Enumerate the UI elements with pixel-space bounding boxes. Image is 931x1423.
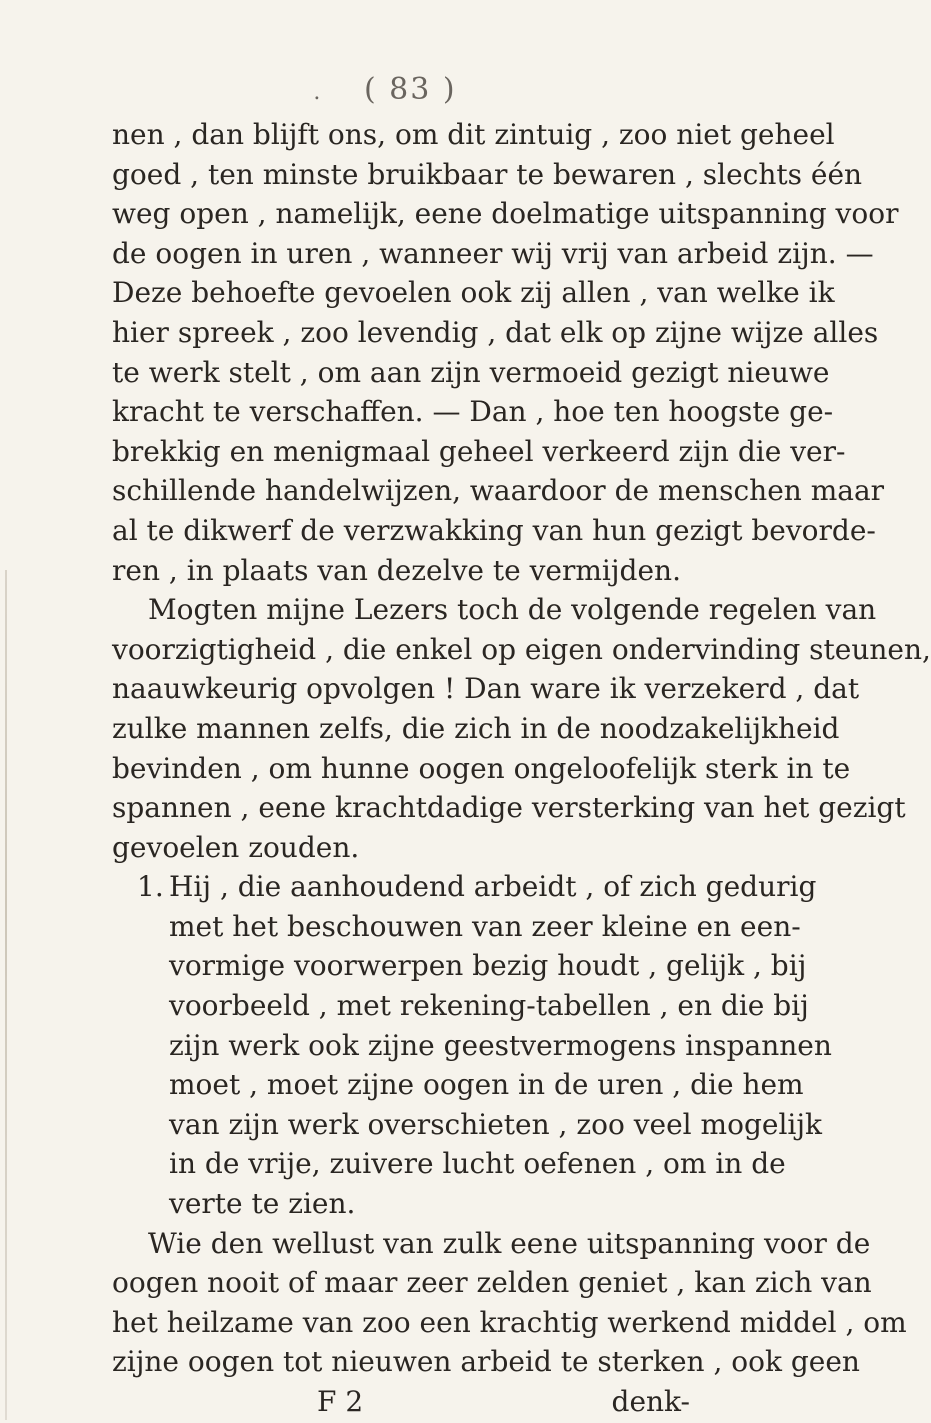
text-line: bevinden , om hunne oogen ongeloofelijk sterk in te [112, 751, 851, 785]
body-text [112, 115, 931, 1422]
text-line: Deze behoefte gevoelen ook zij allen , van welke ik [112, 276, 835, 310]
list-item-line: in de vrije, zuivere lucht oefenen , om in de [169, 1147, 786, 1181]
text-line: weg open , namelijk, eene doelmatige uitspanning voor [112, 197, 899, 231]
text-line: gevoelen zouden. [112, 830, 360, 864]
catchword: denk- [611, 1385, 690, 1418]
page-number: ( 83 ) [363, 72, 457, 107]
list-text: Hij , die aanhoudend arbeidt , of zich gedurig [169, 870, 817, 904]
signature-mark: F 2 [317, 1385, 364, 1418]
list-item-line: zijn werk ook zijne geestvermogens inspannen [169, 1028, 832, 1062]
text-line: ren , in plaats van dezelve te vermijden. [112, 553, 681, 587]
page-edge-shadow [5, 570, 7, 1420]
text-line: de oogen in uren , wanneer wij vrij van arbeid zijn. — [112, 236, 874, 270]
text-line: al te dikwerf de verzwakking van hun gezigt bevorde- [112, 513, 876, 547]
list-item-line: vormige voorwerpen bezig houdt , gelijk , bij [169, 949, 807, 983]
text-line: schillende handelwijzen, waardoor de menschen maar [112, 474, 885, 508]
header-mark: . [313, 80, 323, 105]
page-header [0, 72, 800, 107]
text-line: Mogten mijne Lezers toch de volgende regelen van [148, 593, 877, 627]
text-line: hier spreek , zoo levendig , dat elk op zijne wijze alles [112, 315, 879, 349]
list-item-line: met het beschouwen van zeer kleine en een- [169, 909, 801, 943]
text-line: goed , ten minste bruikbaar te bewaren , slechts één [112, 157, 863, 191]
list-item-line: van zijn werk overschieten , zoo veel mogelijk [169, 1107, 822, 1141]
text-line: naauwkeurig opvolgen ! Dan ware ik verzekerd , dat [112, 672, 860, 706]
text-line: kracht te verschaffen. — Dan , hoe ten hoogste ge- [112, 395, 834, 429]
list-number: 1. [137, 870, 164, 904]
text-line: zijne oogen tot nieuwen arbeid te sterken , ook geen [112, 1345, 860, 1379]
text-line: voorzigtigheid , die enkel op eigen ondervinding steunen, [112, 632, 931, 666]
text-line: spannen , eene krachtdadige versterking van het gezigt [112, 791, 906, 825]
list-item-line: verte te zien. [169, 1187, 356, 1221]
text-line: zulke mannen zelfs, die zich in de noodzakelijkheid [112, 711, 840, 745]
list-item-line: voorbeeld , met rekening-tabellen , en die bij [169, 989, 809, 1023]
text-line: te werk stelt , om aan zijn vermoeid gezigt nieuwe [112, 355, 830, 389]
text-line: oogen nooit of maar zeer zelden geniet , kan zich van [112, 1266, 872, 1300]
text-line: het heilzame van zoo een krachtig werkend middel , om [112, 1305, 907, 1339]
text-line: Wie den wellust van zulk eene uitspanning voor de [148, 1226, 871, 1260]
list-item-line: moet , moet zijne oogen in de uren , die hem [169, 1068, 804, 1102]
text-line: brekkig en menigmaal geheel verkeerd zijn die ver- [112, 434, 846, 468]
page-footer [112, 1382, 690, 1422]
list-item-line [112, 867, 817, 907]
text-line: nen , dan blijft ons, om dit zintuig , zoo niet geheel [112, 118, 835, 151]
